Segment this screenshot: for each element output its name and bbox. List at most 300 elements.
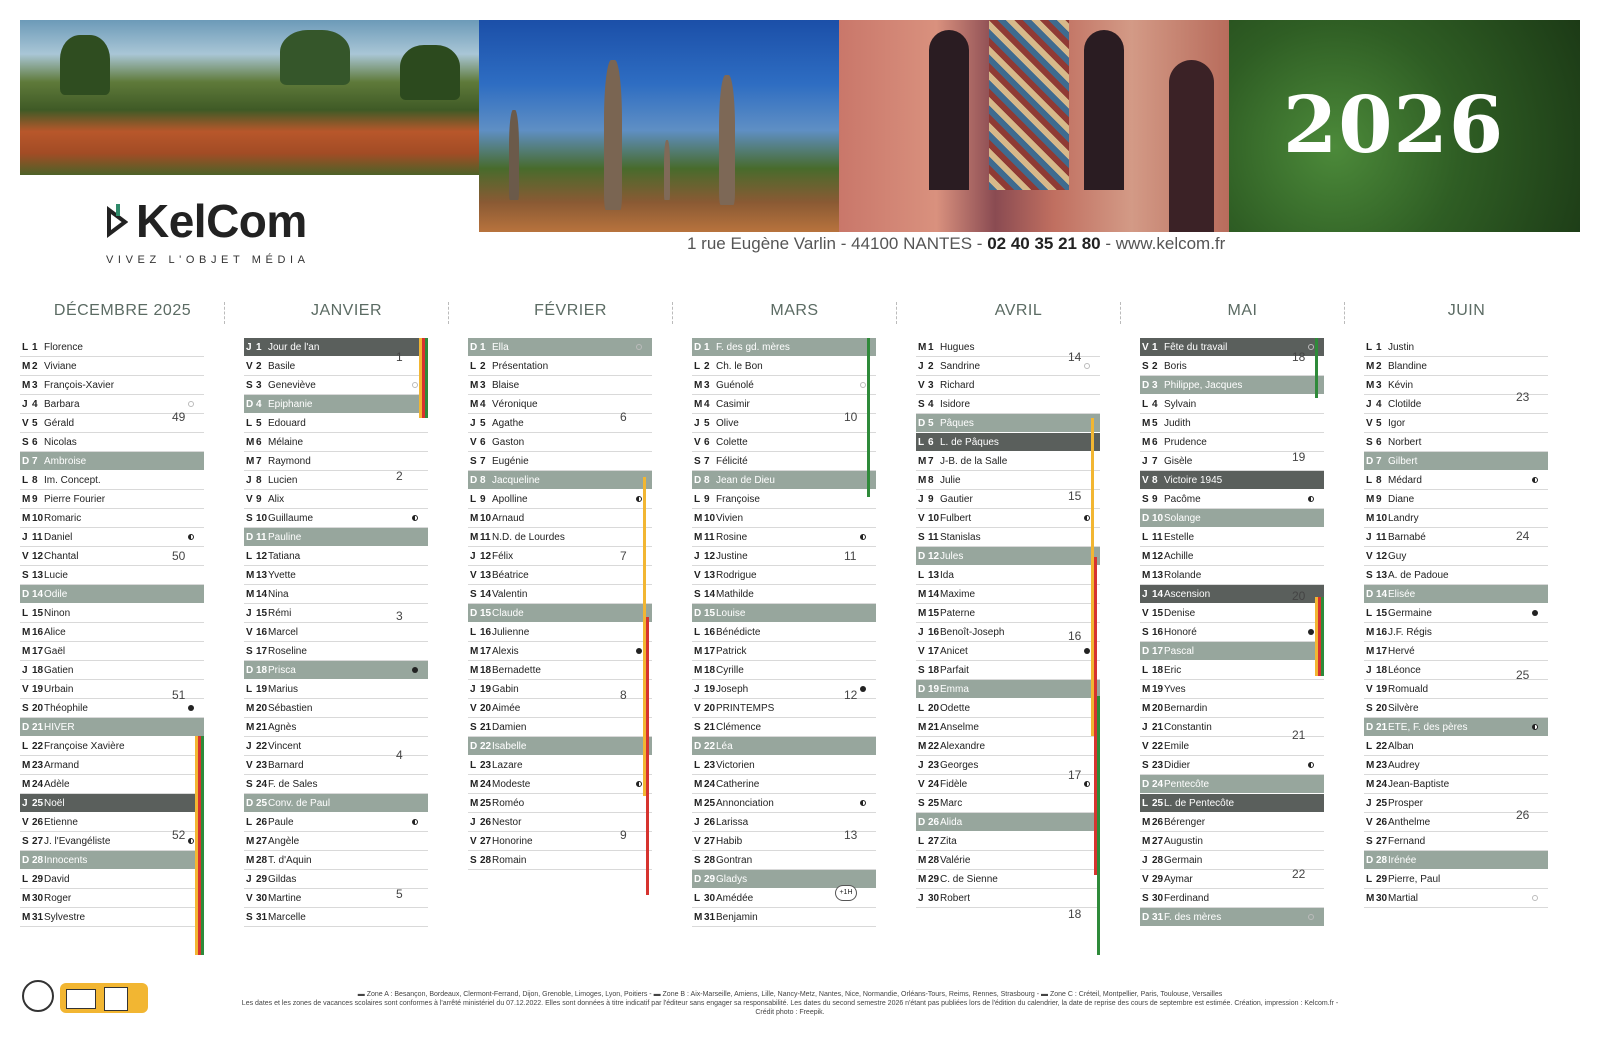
day-number: 15 (480, 608, 492, 619)
saint-name: Sandrine (940, 361, 981, 372)
weekday-letter: L (22, 342, 29, 353)
moon-phase-icon (1308, 629, 1314, 635)
weekday-letter: D (1142, 779, 1150, 790)
day-number: 27 (928, 836, 940, 847)
day-row (20, 794, 204, 813)
day-row (1364, 547, 1548, 566)
saint-name: Germaine (1388, 608, 1432, 619)
day-number: 20 (928, 703, 940, 714)
week-number: 26 (1516, 807, 1530, 822)
saint-name: Ninon (44, 608, 71, 619)
weekday-letter: S (1142, 760, 1149, 771)
day-row (20, 718, 204, 737)
saint-name: Nestor (492, 817, 522, 828)
weekday-letter: D (470, 475, 478, 486)
day-number: 17 (704, 646, 716, 657)
saint-name: Florence (44, 342, 83, 353)
saint-name: Ascension (1164, 589, 1211, 600)
day-number: 29 (32, 874, 44, 885)
day-number: 19 (1376, 684, 1388, 695)
day-number: 4 (704, 399, 710, 410)
month-separator (1344, 302, 1345, 324)
day-number: 12 (1376, 551, 1388, 562)
day-number: 3 (1376, 380, 1382, 391)
weekday-letter: L (22, 874, 29, 885)
day-number: 25 (480, 798, 492, 809)
month-title: DÉCEMBRE 2025 (53, 302, 192, 319)
week-number: 19 (1292, 449, 1306, 464)
saint-name: Jean de Dieu (716, 475, 775, 486)
saint-name: Louise (716, 608, 746, 619)
saint-name: Annonciation (716, 798, 774, 809)
day-number: 13 (1376, 570, 1388, 581)
saint-name: ETE, F. des pères (1388, 722, 1468, 733)
weekday-letter: M (1142, 703, 1151, 714)
day-number: 10 (480, 513, 492, 524)
saint-name: Maxime (940, 589, 976, 600)
saint-name: Honoré (1164, 627, 1197, 638)
saint-name: Julienne (492, 627, 530, 638)
sorting-info-icon (60, 983, 148, 1013)
day-number: 8 (928, 475, 934, 486)
saint-name: J. l'Evangéliste (44, 836, 111, 847)
day-number: 16 (928, 627, 940, 638)
saint-name: Clotilde (1388, 399, 1422, 410)
day-number: 3 (1152, 380, 1158, 391)
saint-name: Sylvestre (44, 912, 86, 923)
weekday-letter: L (1366, 475, 1373, 486)
week-number: 50 (172, 549, 186, 563)
day-number: 11 (480, 532, 491, 543)
day-row (692, 338, 876, 357)
saint-name: Marcelle (268, 912, 306, 923)
day-row (692, 566, 876, 585)
saint-name: Fernand (1388, 836, 1426, 847)
day-number: 25 (32, 798, 44, 809)
month-separator (224, 302, 225, 324)
saint-name: Vivien (716, 513, 744, 524)
weekday-letter: J (22, 399, 28, 410)
day-number: 16 (1376, 627, 1388, 638)
day-number: 4 (1152, 399, 1158, 410)
weekday-letter: J (22, 798, 28, 809)
weekday-letter: V (694, 836, 701, 847)
saint-name: Anselme (940, 722, 979, 733)
weekday-letter: V (1142, 741, 1149, 752)
week-number: 2 (396, 469, 403, 484)
saint-name: T. d'Aquin (268, 855, 312, 866)
day-row (20, 566, 204, 585)
weekday-letter: V (22, 418, 29, 429)
weekday-letter: L (694, 494, 701, 505)
phone-number: 02 40 35 21 80 (987, 234, 1101, 253)
day-row (916, 376, 1100, 395)
weekday-letter: S (694, 855, 701, 866)
day-row (468, 433, 652, 452)
day-number: 31 (256, 912, 268, 923)
weekday-letter: D (1142, 513, 1150, 524)
day-row (916, 395, 1100, 414)
month-column (468, 300, 673, 866)
day-row (1364, 623, 1548, 642)
day-number: 1 (480, 342, 486, 353)
day-row (1364, 737, 1548, 756)
day-row (20, 509, 204, 528)
weekday-letter: M (1366, 779, 1375, 790)
day-number: 21 (256, 722, 268, 733)
weekday-letter: L (694, 361, 701, 372)
week-number: 24 (1516, 529, 1530, 544)
weekday-letter: M (470, 779, 479, 790)
day-number: 25 (1152, 798, 1164, 809)
month-separator (896, 302, 897, 324)
weekday-letter: J (470, 684, 476, 695)
weekday-letter: M (1366, 760, 1375, 771)
weekday-letter: M (1366, 380, 1375, 391)
weekday-letter: V (470, 836, 477, 847)
saint-name: Anicet (940, 646, 968, 657)
moon-phase-icon (1308, 914, 1314, 920)
day-number: 3 (32, 380, 38, 391)
saint-name: F. des gd. mères (716, 342, 790, 353)
month-separator (672, 302, 673, 324)
weekday-letter: D (22, 855, 30, 866)
weekday-letter: D (22, 722, 30, 733)
saint-name: Pierre, Paul (1388, 874, 1441, 885)
saint-name: Igor (1388, 418, 1406, 429)
saint-name: Audrey (1388, 760, 1420, 771)
weekday-letter: J (246, 874, 252, 885)
day-number: 5 (480, 418, 486, 429)
saint-name: Guénolé (716, 380, 754, 391)
saint-name: Eric (1164, 665, 1182, 676)
day-number: 18 (1376, 665, 1388, 676)
saint-name: Emma (940, 684, 969, 695)
weekday-letter: L (694, 760, 701, 771)
day-number: 4 (256, 399, 262, 410)
saint-name: Stanislas (940, 532, 981, 543)
saint-name: HIVER (44, 722, 75, 733)
day-number: 17 (256, 646, 268, 657)
day-number: 25 (928, 798, 940, 809)
day-number: 27 (32, 836, 44, 847)
day-row (20, 528, 204, 547)
day-number: 17 (928, 646, 940, 657)
weekday-letter: S (1366, 570, 1373, 581)
weekday-letter: J (246, 342, 252, 353)
day-row (1364, 756, 1548, 775)
saint-name: Roger (44, 893, 72, 904)
day-number: 7 (1376, 456, 1382, 467)
saint-name: Jules (940, 551, 964, 562)
saint-name: Cyrille (716, 665, 744, 676)
saint-name: Gisèle (1164, 456, 1193, 467)
day-number: 9 (1376, 494, 1382, 505)
saint-name: Elisée (1388, 589, 1416, 600)
weekday-letter: M (22, 760, 31, 771)
weekday-letter: M (918, 456, 927, 467)
weekday-letter: M (470, 399, 479, 410)
day-row (20, 357, 204, 376)
saint-name: Yvette (268, 570, 296, 581)
saint-name: Martine (268, 893, 302, 904)
day-number: 8 (1152, 475, 1158, 486)
day-row (916, 718, 1100, 737)
day-number: 14 (928, 589, 940, 600)
day-row (692, 756, 876, 775)
weekday-letter: V (694, 703, 701, 714)
weekday-letter: M (246, 836, 255, 847)
day-number: 21 (480, 722, 492, 733)
saint-name: Viviane (44, 361, 77, 372)
weekday-letter: M (470, 513, 479, 524)
saint-name: Roseline (268, 646, 307, 657)
weekday-letter: D (1142, 646, 1150, 657)
saint-name: Félicité (716, 456, 748, 467)
saint-name: Fête du travail (1164, 342, 1228, 353)
week-number: 8 (620, 688, 627, 703)
weekday-letter: V (470, 437, 477, 448)
weekday-letter: M (1142, 570, 1151, 581)
day-number: 30 (1376, 893, 1388, 904)
saint-name: Rodrigue (716, 570, 757, 581)
day-row (916, 566, 1100, 585)
saint-name: Armand (44, 760, 80, 771)
weekday-letter: M (918, 589, 927, 600)
day-number: 8 (1376, 475, 1382, 486)
weekday-letter: M (694, 532, 703, 543)
saint-name: Geneviève (268, 380, 316, 391)
day-row (20, 756, 204, 775)
weekday-letter: M (918, 874, 927, 885)
weekday-letter: M (246, 703, 255, 714)
weekday-letter: J (1142, 855, 1148, 866)
day-number: 19 (480, 684, 492, 695)
saint-name: Sébastien (268, 703, 313, 714)
day-row (20, 908, 204, 927)
weekday-letter: S (1142, 361, 1149, 372)
month-title: JUIN (1447, 302, 1486, 319)
saint-name: Hugues (940, 342, 975, 353)
saint-name: Patrick (716, 646, 747, 657)
saint-name: Lucie (44, 570, 68, 581)
day-number: 14 (1152, 589, 1164, 600)
weekday-letter: S (246, 646, 253, 657)
day-row (1140, 756, 1324, 775)
saint-name: Paterne (940, 608, 976, 619)
day-row (916, 737, 1100, 756)
day-row (20, 490, 204, 509)
day-number: 18 (256, 665, 268, 676)
saint-name: Romuald (1388, 684, 1429, 695)
weekday-letter: S (1142, 627, 1149, 638)
weekday-letter: L (470, 760, 477, 771)
saint-name: Blandine (1388, 361, 1427, 372)
day-row (1140, 908, 1324, 927)
day-row (692, 604, 876, 623)
weekday-letter: D (918, 551, 926, 562)
day-row (692, 509, 876, 528)
day-number: 23 (928, 760, 940, 771)
weekday-letter: M (1366, 494, 1375, 505)
day-row (244, 585, 428, 604)
day-number: 16 (32, 627, 44, 638)
saint-name: Vincent (268, 741, 302, 752)
day-number: 28 (480, 855, 492, 866)
weekday-letter: V (1142, 874, 1149, 885)
weekday-letter: V (470, 703, 477, 714)
saint-name: Robert (940, 893, 971, 904)
saint-name: Paule (268, 817, 294, 828)
moon-phase-icon (636, 496, 642, 502)
weekday-letter: L (1142, 798, 1149, 809)
day-row (468, 528, 652, 547)
day-number: 13 (704, 570, 716, 581)
day-number: 25 (704, 798, 716, 809)
day-row (1364, 851, 1548, 870)
week-number: 7 (620, 549, 627, 563)
day-number: 17 (1152, 646, 1164, 657)
day-row (20, 775, 204, 794)
day-row (244, 509, 428, 528)
weekday-letter: S (1142, 494, 1149, 505)
day-number: 9 (256, 494, 262, 505)
school-holiday-bar (646, 617, 649, 896)
day-number: 4 (480, 399, 486, 410)
month-column (20, 300, 225, 923)
day-row (1364, 699, 1548, 718)
saint-name: Edouard (268, 418, 306, 429)
day-number: 3 (928, 380, 934, 391)
weekday-letter: V (1366, 817, 1373, 828)
day-row (1364, 680, 1548, 699)
day-number: 26 (256, 817, 268, 828)
day-number: 20 (32, 703, 44, 714)
weekday-letter: D (694, 342, 702, 353)
moon-phase-icon (860, 534, 866, 540)
saint-name: Olive (716, 418, 739, 429)
weekday-letter: J (470, 551, 476, 562)
day-number: 28 (1376, 855, 1388, 866)
day-number: 16 (1152, 627, 1164, 638)
saint-name: Odile (44, 589, 68, 600)
day-row (244, 414, 428, 433)
day-row (1140, 623, 1324, 642)
weekday-letter: M (1142, 684, 1151, 695)
month-separator (1120, 302, 1121, 324)
saint-name: Françoise (716, 494, 760, 505)
month-title: MAI (1227, 302, 1258, 319)
day-row (692, 908, 876, 927)
day-number: 25 (1376, 798, 1388, 809)
day-row (1140, 699, 1324, 718)
weekday-letter: V (22, 551, 29, 562)
saint-name: C. de Sienne (940, 874, 998, 885)
month-column (244, 300, 449, 923)
weekday-letter: S (918, 532, 925, 543)
moon-phase-icon (412, 382, 418, 388)
saint-name: Gildas (268, 874, 297, 885)
saint-name: Ella (492, 342, 509, 353)
day-number: 22 (480, 741, 492, 752)
day-number: 20 (1152, 703, 1164, 714)
day-number: 6 (1152, 437, 1158, 448)
saint-name: Valentin (492, 589, 528, 600)
day-number: 17 (1376, 646, 1388, 657)
saint-name: Ida (940, 570, 954, 581)
weekday-letter: S (22, 570, 29, 581)
day-row (1364, 509, 1548, 528)
saint-name: F. de Sales (268, 779, 318, 790)
day-number: 1 (1152, 342, 1158, 353)
weekday-letter: V (1366, 684, 1373, 695)
school-holiday-bar (425, 338, 428, 418)
weekday-letter: V (918, 513, 925, 524)
day-row (20, 889, 204, 908)
day-row (1364, 870, 1548, 889)
saint-name: Odette (940, 703, 971, 714)
weekday-letter: S (1366, 703, 1373, 714)
moon-phase-icon (1532, 610, 1538, 616)
saint-name: Jean-Baptiste (1388, 779, 1450, 790)
saint-name: Victoire 1945 (1164, 475, 1223, 486)
day-number: 4 (928, 399, 934, 410)
photo-moroccan-arches (839, 20, 1229, 232)
school-holiday-bar (867, 338, 870, 497)
saint-name: Achille (1164, 551, 1194, 562)
week-number: 18 (1068, 907, 1082, 922)
day-row (468, 623, 652, 642)
saint-name: Prisca (268, 665, 296, 676)
week-number: 23 (1516, 389, 1530, 404)
saint-name: Jour de l'an (268, 342, 320, 353)
day-number: 3 (480, 380, 486, 391)
day-number: 3 (256, 380, 262, 391)
day-number: 12 (704, 551, 716, 562)
day-number: 10 (1376, 513, 1388, 524)
saint-name: Arnaud (492, 513, 525, 524)
moon-phase-icon (1532, 895, 1538, 901)
day-number: 28 (704, 855, 716, 866)
day-number: 24 (1152, 779, 1164, 790)
day-row (692, 642, 876, 661)
weekday-letter: S (918, 665, 925, 676)
day-number: 21 (1152, 722, 1164, 733)
day-row (468, 642, 652, 661)
day-row (916, 889, 1100, 908)
week-number: 1 (396, 350, 403, 364)
day-row (916, 680, 1100, 699)
day-row (916, 699, 1100, 718)
day-number: 8 (480, 475, 486, 486)
saint-name: Romaric (44, 513, 82, 524)
day-number: 27 (480, 836, 492, 847)
weekday-letter: V (918, 646, 925, 657)
day-number: 16 (704, 627, 716, 638)
day-row (1140, 661, 1324, 680)
week-number: 15 (1068, 489, 1082, 504)
day-number: 2 (480, 361, 486, 372)
saint-name: Léonce (1388, 665, 1421, 676)
weekday-letter: S (694, 722, 701, 733)
day-number: 15 (1152, 608, 1164, 619)
saint-name: Marius (268, 684, 299, 695)
photo-ocher-landscape (20, 20, 479, 175)
day-row (1140, 376, 1324, 395)
saint-name: Epiphanie (268, 399, 313, 410)
weekday-letter: J (918, 627, 924, 638)
day-number: 9 (480, 494, 486, 505)
